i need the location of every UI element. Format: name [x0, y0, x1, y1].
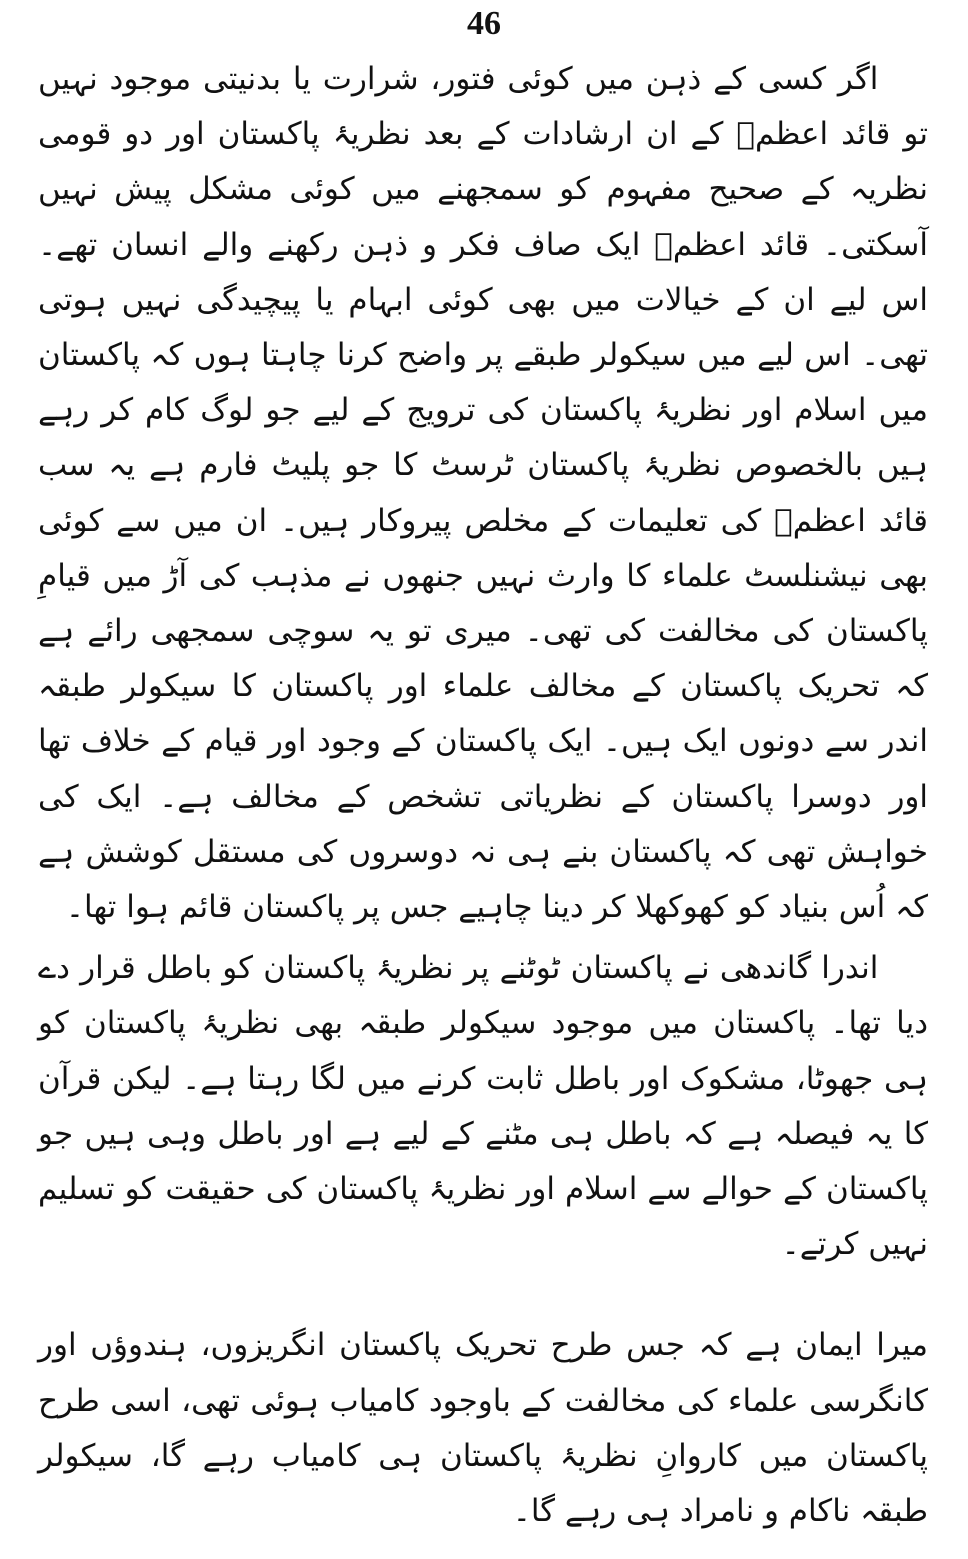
- paragraph-1: اگر کسی کے ذہن میں کوئی فتور، شرارت یا بدنیتی موجود نہیں تو قائد اعظمؒ کے ان ارشادات کے بعد نظریۂ پاکستان اور دو قومی نظریہ کے صحیح مفہوم کو سمجھنے میں کوئی مشکل پیش نہیں آسکتی۔ قائد اعظمؒ ایک صاف فکر و ذہن رکھنے والے انسان تھے۔ اس لیے ان کے خیالات میں بھی کوئی ابہام یا پیچیدگی نہیں ہوتی تھی۔ اس لیے میں سیکولر طبقے پر واضح کرنا چاہتا ہوں کہ پاکستان میں اسلام اور نظریۂ پاکستان کی ترویج کے لیے جو لوگ کام کر رہے ہیں بالخصوص نظریۂ پاکستان ٹرسٹ کا جو پلیٹ فارم ہے یہ سب قائد اعظمؒ کی تعلیمات کے مخلص پیروکار ہیں۔ ان میں سے کوئی بھی نیشنلسٹ علماء کا وارث نہیں جنھوں نے مذہب کی آڑ میں قیامِ پاکستان کی مخالفت کی تھی۔ میری تو یہ سوچی سمجھی رائے ہے کہ تحریک پاکستان کے مخالف علماء اور پاکستان کا سیکولر طبقہ اندر سے دونوں ایک ہیں۔ ایک پاکستان کے وجود اور قیام کے خلاف تھا اور دوسرا پاکستان کے نظریاتی تشخص کے مخالف ہے۔ ایک کی خواہش تھی کہ پاکستان بنے ہی نہ دوسروں کی مستقل کوشش ہے کہ اُس بنیاد کو کھوکھلا کر دینا چاہیے جس پر پاکستان قائم ہوا تھا۔: [38, 61, 928, 926]
- page-number: 46: [467, 5, 501, 42]
- paragraph-3: میرا ایمان ہے کہ جس طرح تحریک پاکستان انگریزوں، ہندوؤں اور کانگرسی علماء کی مخالفت کے باوجود کامیاب ہوئی تھی، اسی طرح پاکستان میں کاروانِ نظریۂ پاکستان ہی کامیاب رہے گا، سیکولر طبقہ ناکام و نامراد ہی رہے گا۔: [38, 1327, 928, 1530]
- body-text: [38, 52, 928, 1539]
- paragraph-2: اندرا گاندھی نے پاکستان ٹوٹنے پر نظریۂ پاکستان کو باطل قرار دے دیا تھا۔ پاکستان میں موجود سیکولر طبقہ بھی نظریۂ پاکستان کو ہی جھوٹا، مشکوک اور باطل ثابت کرنے میں لگا رہتا ہے۔ لیکن قرآن کا یہ فیصلہ ہے کہ باطل ہی مٹنے کے لیے ہے اور باطل وہی ہیں جو پاکستان کے حوالے سے اسلام اور نظریۂ پاکستان کی حقیقت کو تسلیم نہیں کرتے۔: [38, 950, 928, 1263]
